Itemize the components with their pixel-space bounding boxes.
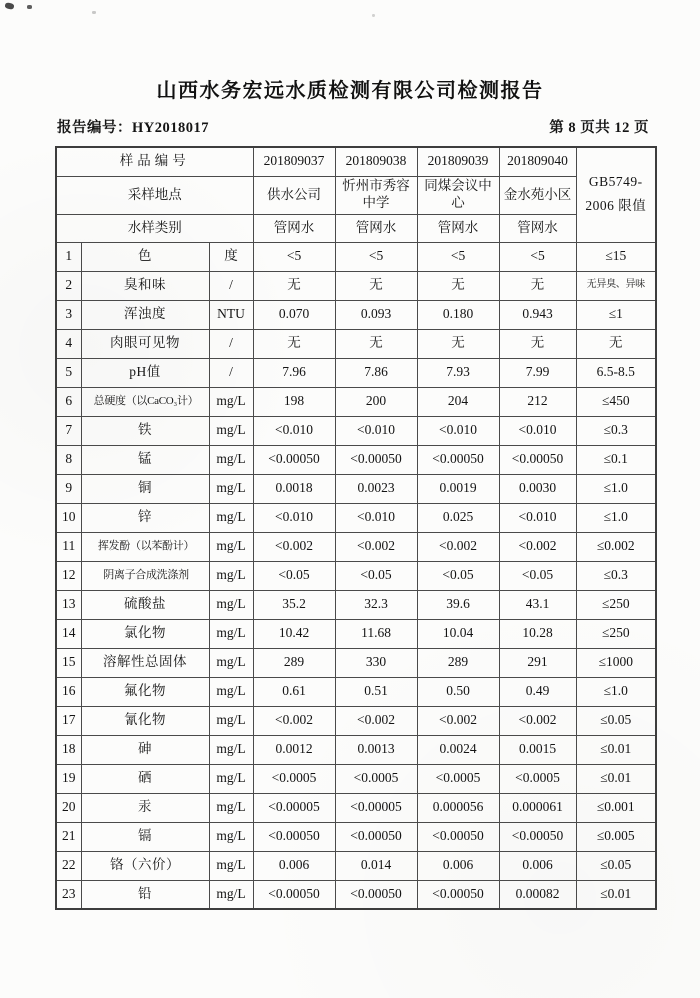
- limit-value: ≤250: [576, 590, 656, 619]
- header-row-location: [56, 176, 656, 214]
- param-unit: 度: [209, 242, 253, 271]
- sample-value: 0.00082: [499, 880, 576, 909]
- sample-value: 10.28: [499, 619, 576, 648]
- param-unit: /: [209, 358, 253, 387]
- sample-value: <0.002: [499, 532, 576, 561]
- limit-value: ≤1: [576, 300, 656, 329]
- sample-value: 43.1: [499, 590, 576, 619]
- row-number: 8: [56, 445, 81, 474]
- sampling-location: 金水苑小区: [499, 176, 576, 214]
- param-unit: mg/L: [209, 764, 253, 793]
- table-row: [56, 561, 656, 590]
- limit-value: ≤0.01: [576, 764, 656, 793]
- location-label: 采样地点: [56, 176, 253, 214]
- table-row: [56, 358, 656, 387]
- table-row: [56, 822, 656, 851]
- sampling-location: 忻州市秀容中学: [335, 176, 417, 214]
- sample-value: <0.010: [499, 416, 576, 445]
- param-name: 锰: [81, 445, 209, 474]
- limit-value: ≤0.01: [576, 880, 656, 909]
- sample-value: 0.070: [253, 300, 335, 329]
- table-row: [56, 387, 656, 416]
- row-number: 21: [56, 822, 81, 851]
- water-type: 管网水: [335, 214, 417, 242]
- param-name: 氯化物: [81, 619, 209, 648]
- sample-value: 7.99: [499, 358, 576, 387]
- sample-value: <0.002: [335, 706, 417, 735]
- table-row: [56, 503, 656, 532]
- table-row: [56, 590, 656, 619]
- param-unit: mg/L: [209, 416, 253, 445]
- table-row: [56, 735, 656, 764]
- param-unit: mg/L: [209, 474, 253, 503]
- page-number: 第 8 页共 12 页: [549, 120, 649, 136]
- sample-value: 0.0013: [335, 735, 417, 764]
- sample-value: <0.00050: [335, 822, 417, 851]
- sample-value: 0.000061: [499, 793, 576, 822]
- row-number: 2: [56, 271, 81, 300]
- report-number-label: 报告编号：: [57, 120, 132, 136]
- table-row: [56, 329, 656, 358]
- row-number: 10: [56, 503, 81, 532]
- param-name: 铬（六价）: [81, 851, 209, 880]
- row-number: 13: [56, 590, 81, 619]
- sample-value: 0.006: [417, 851, 499, 880]
- sample-value: <0.002: [417, 532, 499, 561]
- sample-value: 0.093: [335, 300, 417, 329]
- limit-value: ≤450: [576, 387, 656, 416]
- scan-speck: [4, 2, 14, 10]
- sample-value: <0.00050: [417, 445, 499, 474]
- limit-value: ≤0.01: [576, 735, 656, 764]
- sample-value: 0.61: [253, 677, 335, 706]
- sample-value: <0.010: [335, 416, 417, 445]
- sample-value: 0.014: [335, 851, 417, 880]
- sample-value: 291: [499, 648, 576, 677]
- limit-column-header: [576, 147, 656, 242]
- param-unit: mg/L: [209, 851, 253, 880]
- table-row: [56, 416, 656, 445]
- param-name: 硫酸盐: [81, 590, 209, 619]
- sample-value: 0.0019: [417, 474, 499, 503]
- sample-value: 0.0012: [253, 735, 335, 764]
- row-number: 22: [56, 851, 81, 880]
- sample-value: 0.51: [335, 677, 417, 706]
- sample-value: <0.0005: [335, 764, 417, 793]
- row-number: 17: [56, 706, 81, 735]
- param-unit: mg/L: [209, 503, 253, 532]
- row-number: 7: [56, 416, 81, 445]
- sample-value: 289: [417, 648, 499, 677]
- param-unit: mg/L: [209, 677, 253, 706]
- limit-value: ≤1.0: [576, 474, 656, 503]
- sample-value: <0.010: [499, 503, 576, 532]
- sample-value: <0.010: [335, 503, 417, 532]
- sample-value: <0.002: [499, 706, 576, 735]
- sample-value: <5: [253, 242, 335, 271]
- param-name: 溶解性总固体: [81, 648, 209, 677]
- sample-value: <0.010: [253, 503, 335, 532]
- param-name: 氰化物: [81, 706, 209, 735]
- sample-value: 39.6: [417, 590, 499, 619]
- sample-value: 0.0024: [417, 735, 499, 764]
- limit-value: ≤250: [576, 619, 656, 648]
- sample-value: 0.000056: [417, 793, 499, 822]
- limit-value: ≤0.005: [576, 822, 656, 851]
- row-number: 18: [56, 735, 81, 764]
- param-name: 挥发酚（以苯酚计）: [81, 532, 209, 561]
- table-row: [56, 271, 656, 300]
- sample-value: <0.05: [499, 561, 576, 590]
- results-table: [55, 146, 657, 910]
- param-unit: mg/L: [209, 561, 253, 590]
- limit-value: ≤0.3: [576, 416, 656, 445]
- param-name: 肉眼可见物: [81, 329, 209, 358]
- sample-value: 7.86: [335, 358, 417, 387]
- row-number: 19: [56, 764, 81, 793]
- table-row: [56, 793, 656, 822]
- sample-value: 无: [499, 329, 576, 358]
- param-unit: mg/L: [209, 532, 253, 561]
- sample-value: <0.00050: [499, 822, 576, 851]
- water-type: 管网水: [253, 214, 335, 242]
- water-type: 管网水: [417, 214, 499, 242]
- sample-value: 无: [253, 329, 335, 358]
- sample-value: <0.00005: [253, 793, 335, 822]
- header-row-sample-id: [56, 147, 656, 176]
- sample-value: 10.42: [253, 619, 335, 648]
- limit-value: ≤0.05: [576, 706, 656, 735]
- param-unit: mg/L: [209, 387, 253, 416]
- water-type-label: 水样类别: [56, 214, 253, 242]
- table-row: [56, 300, 656, 329]
- param-name: 臭和味: [81, 271, 209, 300]
- row-number: 1: [56, 242, 81, 271]
- sample-value: <0.002: [417, 706, 499, 735]
- sample-value: 204: [417, 387, 499, 416]
- sample-value: <0.002: [253, 532, 335, 561]
- limit-value: ≤0.002: [576, 532, 656, 561]
- meta-line: [57, 116, 649, 137]
- table-row: [56, 445, 656, 474]
- param-name: 总硬度（以CaCO₃计）: [81, 387, 209, 416]
- sample-value: 198: [253, 387, 335, 416]
- table-row: [56, 648, 656, 677]
- sample-value: 无: [253, 271, 335, 300]
- sample-value: <0.0005: [417, 764, 499, 793]
- row-number: 16: [56, 677, 81, 706]
- scan-speck: [372, 14, 375, 17]
- limit-value: 无: [576, 329, 656, 358]
- sample-value: 212: [499, 387, 576, 416]
- table-row: [56, 880, 656, 909]
- table-row: [56, 764, 656, 793]
- sample-value: 0.0023: [335, 474, 417, 503]
- sample-value: <0.010: [253, 416, 335, 445]
- param-unit: mg/L: [209, 619, 253, 648]
- param-unit: NTU: [209, 300, 253, 329]
- param-unit: mg/L: [209, 822, 253, 851]
- param-name: 铜: [81, 474, 209, 503]
- sample-value: <0.05: [253, 561, 335, 590]
- param-name: 锌: [81, 503, 209, 532]
- param-name: 砷: [81, 735, 209, 764]
- param-name: 氟化物: [81, 677, 209, 706]
- sample-value: <0.002: [335, 532, 417, 561]
- sample-value: 无: [335, 329, 417, 358]
- sample-value: 0.0018: [253, 474, 335, 503]
- sample-value: 11.68: [335, 619, 417, 648]
- param-unit: mg/L: [209, 706, 253, 735]
- row-number: 3: [56, 300, 81, 329]
- table-row: [56, 706, 656, 735]
- sample-value: <5: [499, 242, 576, 271]
- param-name: 硒: [81, 764, 209, 793]
- param-unit: mg/L: [209, 880, 253, 909]
- param-unit: mg/L: [209, 445, 253, 474]
- sample-value: 35.2: [253, 590, 335, 619]
- sample-value: <0.00050: [335, 445, 417, 474]
- sample-value: 330: [335, 648, 417, 677]
- report-number-value: HY2018017: [132, 120, 209, 136]
- param-name: 阴离子合成洗涤剂: [81, 561, 209, 590]
- sample-id: 201809040: [499, 147, 576, 176]
- scan-speck: [92, 11, 96, 14]
- sample-value: <0.0005: [253, 764, 335, 793]
- report-number: [57, 116, 209, 137]
- limit-value: ≤0.05: [576, 851, 656, 880]
- sample-value: <0.00050: [417, 880, 499, 909]
- sample-value: 0.0030: [499, 474, 576, 503]
- row-number: 14: [56, 619, 81, 648]
- sample-value: 无: [417, 329, 499, 358]
- limit-value: 6.5-8.5: [576, 358, 656, 387]
- sample-id: 201809037: [253, 147, 335, 176]
- row-number: 5: [56, 358, 81, 387]
- row-number: 11: [56, 532, 81, 561]
- row-number: 4: [56, 329, 81, 358]
- table-row: [56, 532, 656, 561]
- param-unit: mg/L: [209, 648, 253, 677]
- sample-value: 7.93: [417, 358, 499, 387]
- limit-header-line1: GB5749-: [588, 174, 643, 190]
- header-row-water-type: [56, 214, 656, 242]
- param-name: 铅: [81, 880, 209, 909]
- row-number: 12: [56, 561, 81, 590]
- limit-value: ≤0.1: [576, 445, 656, 474]
- sample-value: 0.180: [417, 300, 499, 329]
- row-number: 20: [56, 793, 81, 822]
- sample-value: <0.00050: [253, 445, 335, 474]
- limit-value: ≤1.0: [576, 503, 656, 532]
- sample-value: <5: [335, 242, 417, 271]
- sample-value: <0.00050: [253, 880, 335, 909]
- sample-value: 0.025: [417, 503, 499, 532]
- limit-value: ≤1000: [576, 648, 656, 677]
- param-unit: mg/L: [209, 735, 253, 764]
- sample-value: <0.00005: [335, 793, 417, 822]
- limit-value: ≤15: [576, 242, 656, 271]
- sample-value: 无: [499, 271, 576, 300]
- sample-value: <0.05: [417, 561, 499, 590]
- limit-value: ≤1.0: [576, 677, 656, 706]
- sample-value: 289: [253, 648, 335, 677]
- limit-header-line2: 2006 限值: [585, 198, 647, 214]
- param-name: 汞: [81, 793, 209, 822]
- sample-value: 无: [417, 271, 499, 300]
- sample-value: 10.04: [417, 619, 499, 648]
- sample-value: <5: [417, 242, 499, 271]
- row-number: 15: [56, 648, 81, 677]
- param-name: 镉: [81, 822, 209, 851]
- row-number: 23: [56, 880, 81, 909]
- param-name: 色: [81, 242, 209, 271]
- limit-value: ≤0.001: [576, 793, 656, 822]
- sample-value: <0.05: [335, 561, 417, 590]
- table-row: [56, 242, 656, 271]
- sample-value: 0.006: [253, 851, 335, 880]
- table-row: [56, 474, 656, 503]
- report-title: 山西水务宏远水质检测有限公司检测报告: [156, 80, 544, 102]
- sample-value: <0.00050: [335, 880, 417, 909]
- sample-value: 无: [335, 271, 417, 300]
- sample-value: 0.0015: [499, 735, 576, 764]
- table-row: [56, 851, 656, 880]
- param-unit: /: [209, 271, 253, 300]
- sample-value: 0.006: [499, 851, 576, 880]
- param-name: 铁: [81, 416, 209, 445]
- param-unit: mg/L: [209, 793, 253, 822]
- sample-value: <0.002: [253, 706, 335, 735]
- param-unit: mg/L: [209, 590, 253, 619]
- sample-id: 201809039: [417, 147, 499, 176]
- param-unit: /: [209, 329, 253, 358]
- sample-value: 32.3: [335, 590, 417, 619]
- limit-value: ≤0.3: [576, 561, 656, 590]
- param-name: 浑浊度: [81, 300, 209, 329]
- sampling-location: 同煤会议中心: [417, 176, 499, 214]
- sample-value: 200: [335, 387, 417, 416]
- sample-id: 201809038: [335, 147, 417, 176]
- param-name: pH值: [81, 358, 209, 387]
- sample-value: 0.943: [499, 300, 576, 329]
- table-row: [56, 677, 656, 706]
- sample-value: 7.96: [253, 358, 335, 387]
- sample-value: 0.49: [499, 677, 576, 706]
- sample-value: <0.010: [417, 416, 499, 445]
- water-type: 管网水: [499, 214, 576, 242]
- sample-value: 0.50: [417, 677, 499, 706]
- row-number: 9: [56, 474, 81, 503]
- limit-value: 无异臭、异味: [576, 271, 656, 300]
- sample-value: <0.00050: [499, 445, 576, 474]
- sample-value: <0.00050: [417, 822, 499, 851]
- sample-value: <0.00050: [253, 822, 335, 851]
- sampling-location: 供水公司: [253, 176, 335, 214]
- table-row: [56, 619, 656, 648]
- sample-id-label: 样品编号: [56, 147, 253, 176]
- scan-speck: [27, 5, 32, 9]
- row-number: 6: [56, 387, 81, 416]
- sample-value: <0.0005: [499, 764, 576, 793]
